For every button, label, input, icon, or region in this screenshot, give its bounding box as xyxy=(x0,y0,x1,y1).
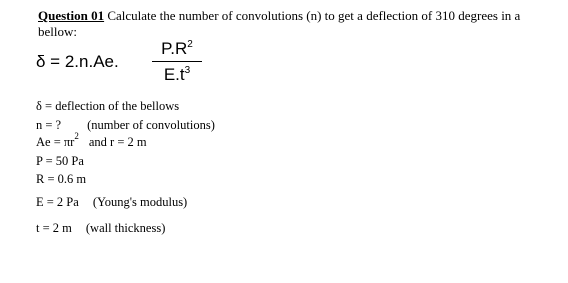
formula-denominator: $E.t^3$ xyxy=(163,65,191,84)
r-definition: R = 0.6 m xyxy=(36,172,87,186)
fraction-bar xyxy=(152,61,202,62)
numerator-exponent: 2 xyxy=(187,39,193,50)
formula-numerator: $P.R^2$ xyxy=(161,39,193,58)
formula-fraction xyxy=(152,38,202,86)
formula-lhs: δ = 2.n.Ae. xyxy=(36,52,119,71)
ae-value: Ae = πr xyxy=(36,135,75,149)
t-note: (wall thickness) xyxy=(85,221,166,235)
t-definition xyxy=(36,221,165,236)
n-value: n = ? xyxy=(36,118,62,132)
n-note: (number of convolutions) xyxy=(87,118,215,132)
p-definition: P = 50 Pa xyxy=(36,154,84,168)
ae-r-value: and r = 2 m xyxy=(88,135,147,149)
e-note: (Young's modulus) xyxy=(92,195,188,209)
ae-definition xyxy=(36,131,147,150)
ae-exponent: 2 xyxy=(74,131,79,141)
n-definition xyxy=(36,118,215,133)
question-label: Question 01 xyxy=(38,8,105,23)
t-value: t = 2 m xyxy=(36,221,72,235)
denominator-exponent: 3 xyxy=(184,65,191,76)
e-definition xyxy=(36,195,187,210)
question-body: Calculate the number of convolutions (n) to get a deflection of 310 degrees in a bellow: xyxy=(38,8,521,39)
e-value: E = 2 Pa xyxy=(36,195,79,209)
question-text xyxy=(38,8,558,40)
delta-definition: δ = deflection of the bellows xyxy=(36,99,180,113)
